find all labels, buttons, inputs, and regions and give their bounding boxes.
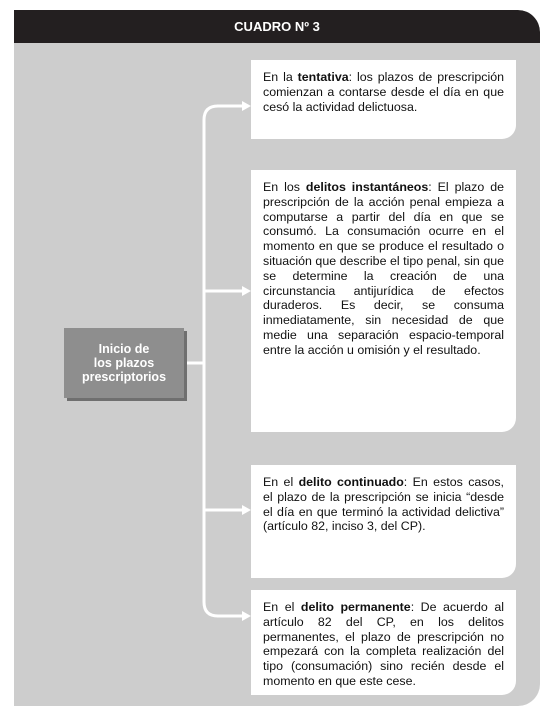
center-node <box>64 328 184 398</box>
card-text: En el <box>263 600 301 614</box>
diagram-panel <box>14 10 540 706</box>
card-term: delitos instantáneos <box>305 180 429 194</box>
card-text: : De acuerdo al artículo 82 del CP, en los delitos permanentes, el plazo de prescripción no empezará con la completa realización del tipo (consumación) sino recién desde el momento en que este cese. <box>263 600 504 688</box>
card-text: : los plazos de prescripción comienzan a contarse desde el día en que cesó la actividad delictuosa. <box>263 70 505 114</box>
card-text: : En estos casos, el plazo de la prescripción se inicia “desde el día en que terminó la actividad delictiva” (artículo 82, inciso 3, del CP). <box>263 475 504 534</box>
card-term: delito permanente <box>300 600 411 614</box>
card-text: En la <box>263 70 298 84</box>
card-term: delito continuado <box>298 475 404 489</box>
center-node-line2: los plazos <box>93 356 155 370</box>
card-delito-permanente <box>251 590 516 695</box>
center-node-line1: Inicio de <box>98 342 150 356</box>
diagram-title: CUADRO Nº 3 <box>14 10 540 43</box>
card-tentativa <box>251 60 516 139</box>
card-text: En el <box>263 475 299 489</box>
card-delito-continuado <box>251 465 516 578</box>
card-text: En los <box>263 180 306 194</box>
center-node-line3: prescriptorios <box>81 370 167 384</box>
card-text: : El plazo de prescripción de la acción penal empieza a computarse a partir del día en que se consumó. La consumación ocurre en el momento en que se produce el resultado o situación que describe el tipo penal, sin que se determine la creación de una circunstancia antijurídica de efectos duraderos. Es decir, se consuma inmediatamente, sin necesidad de que medie una separación espacio-temporal entre la acción u omisión y el resultado. <box>263 180 504 357</box>
card-term: tentativa <box>297 70 349 84</box>
card-delitos-instantaneos <box>251 170 516 432</box>
